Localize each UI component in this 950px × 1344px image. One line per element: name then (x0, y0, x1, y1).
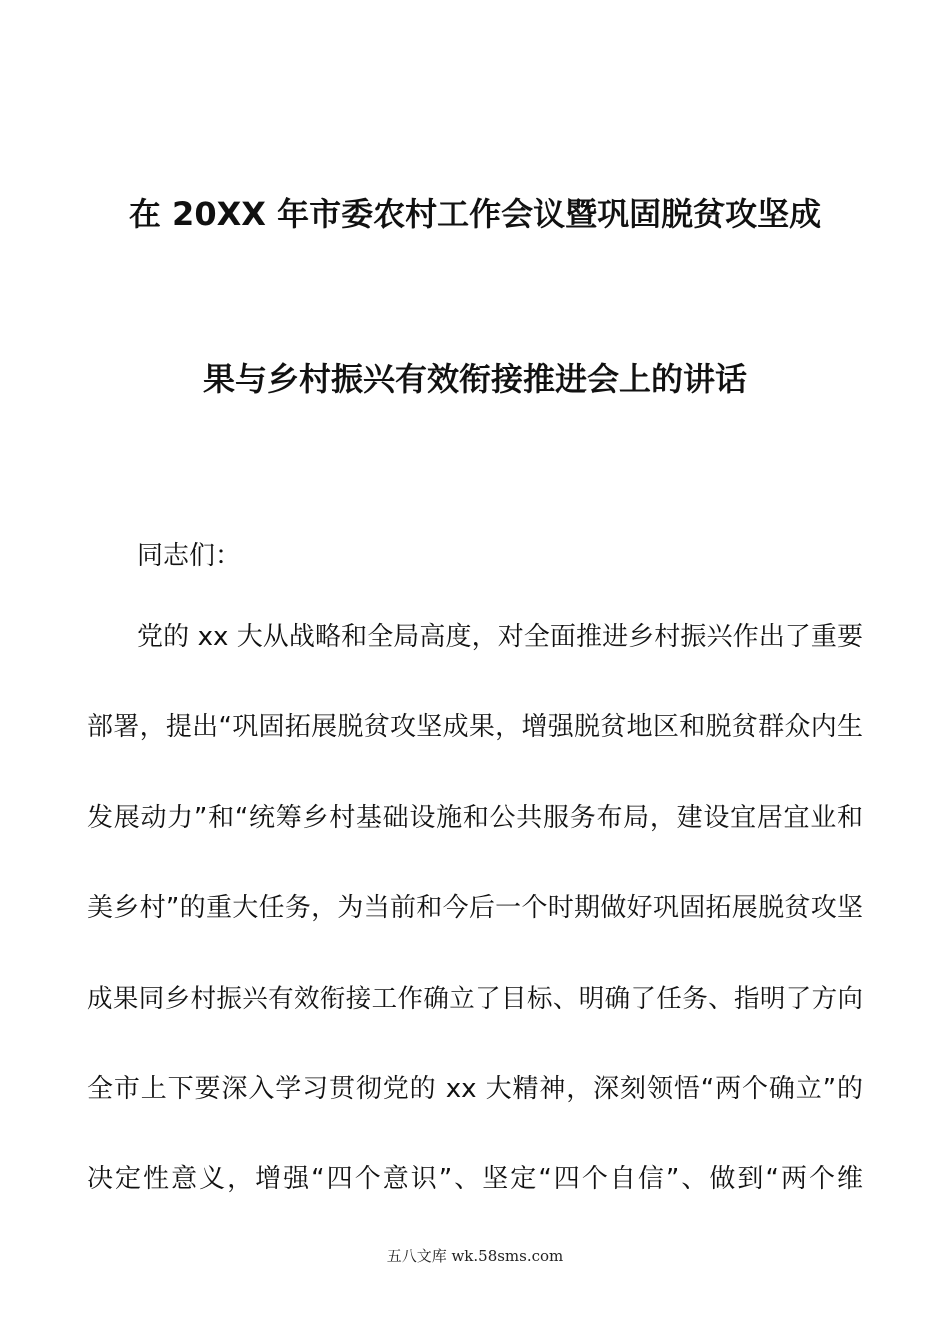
document-title-line-2: 果与乡村振兴有效衔接推进会上的讲话 (202, 360, 747, 398)
document-title-line-1: 在 20XX 年市委农村工作会议暨巩固脱贫攻坚成 (128, 195, 822, 233)
body-line-6: 全市上下要深入学习贯彻党的 xx 大精神，深刻领悟“两个确立”的 (87, 1074, 863, 1104)
body-line-7: 决定性意义，增强“四个意识”、坚定“四个自信”、做到“两个维 (87, 1164, 863, 1194)
body-line-4: 美乡村”的重大任务，为当前和今后一个时期做好巩固拓展脱贫攻坚 (87, 893, 863, 923)
footer-watermark: 五八文库 wk.58sms.com (386, 1247, 564, 1265)
body-line-2: 部署，提出“巩固拓展脱贫攻坚成果，增强脱贫地区和脱贫群众内生 (87, 712, 863, 742)
body-line-3: 发展动力”和“统筹乡村基础设施和公共服务布局，建设宜居宜业和 (87, 803, 863, 833)
salutation: 同志们： (137, 541, 242, 571)
body-line-5: 成果同乡村振兴有效衔接工作确立了目标、明确了任务、指明了方向 (87, 984, 863, 1014)
body-line-1: 党的 xx 大从战略和全局高度，对全面推进乡村振兴作出了重要 (137, 622, 863, 652)
